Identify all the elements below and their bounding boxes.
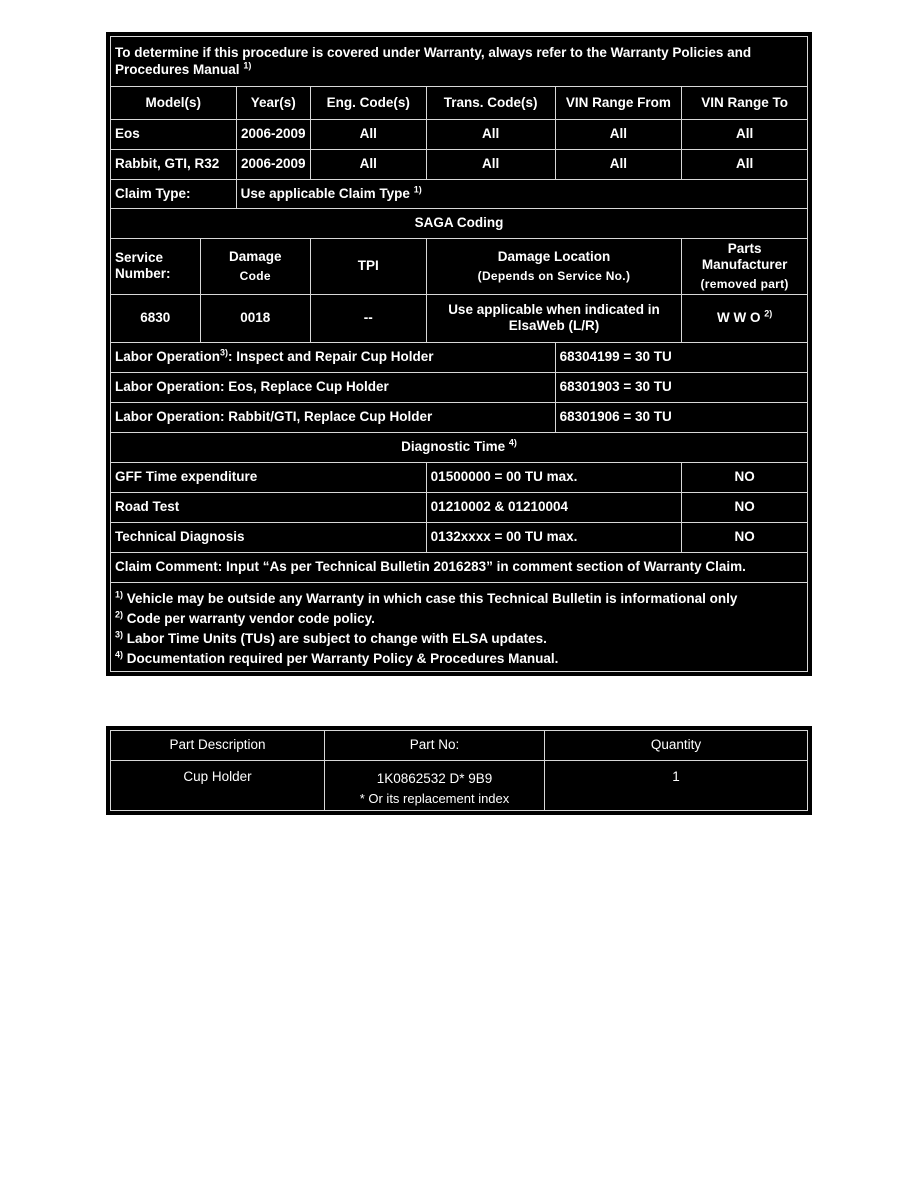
model-cell: Eos	[111, 120, 237, 150]
diagnostic-code-cell: 01210002 & 01210004	[426, 492, 682, 522]
years-cell: 2006-2009	[236, 120, 310, 150]
quantity-cell: 1	[545, 761, 808, 811]
claim-comment: Claim Comment: Input “As per Technical Bulletin 2016283” in comment section of Warranty Claim.	[111, 552, 808, 582]
labor-value-cell: 68301906 = 30 TU	[555, 402, 807, 432]
header-service-number: Service Number:	[111, 239, 201, 295]
eng-code-cell: All	[310, 150, 426, 180]
header-quantity: Quantity	[545, 731, 808, 761]
part-no-cell	[325, 761, 545, 811]
vin-to-cell: All	[682, 120, 808, 150]
damage-code-line-2: Code	[239, 269, 271, 284]
table-row	[111, 120, 808, 150]
table-row	[111, 372, 808, 402]
parts-table-frame	[106, 726, 812, 815]
table-row	[111, 402, 808, 432]
damage-location-line-1: Damage Location	[497, 249, 611, 265]
table-row	[111, 342, 808, 372]
saga-coding-title: SAGA Coding	[111, 209, 808, 239]
diagnostic-value-cell: NO	[682, 522, 808, 552]
labor-text-suffix: : Inspect and Repair Cup Holder	[228, 349, 434, 365]
footnote-text: Labor Time Units (TUs) are subject to change with ELSA updates.	[126, 631, 547, 647]
claim-type-text: Use applicable Claim Type	[240, 185, 410, 201]
footnote-4	[115, 649, 803, 669]
footnote-text: Code per warranty vendor code policy.	[126, 610, 375, 626]
table-row	[111, 150, 808, 180]
header-trans-codes: Trans. Code(s)	[426, 87, 555, 120]
vin-from-cell: All	[555, 120, 682, 150]
vin-from-cell: All	[555, 150, 682, 180]
labor-operation-cell: Labor Operation: Eos, Replace Cup Holder	[111, 372, 556, 402]
part-no-note: * Or its replacement index	[359, 791, 510, 807]
footnote-text: Vehicle may be outside any Warranty in which case this Technical Bulletin is informational only	[126, 590, 738, 606]
header-eng-codes: Eng. Code(s)	[310, 87, 426, 120]
header-vin-to: VIN Range To	[682, 87, 808, 120]
warranty-intro	[111, 37, 808, 87]
labor-value-cell: 68304199 = 30 TU	[555, 342, 807, 372]
footnote-2	[115, 609, 803, 629]
footnote-marker: 4)	[115, 649, 124, 660]
header-damage-code	[200, 239, 310, 295]
header-part-no: Part No:	[325, 731, 545, 761]
header-part-description: Part Description	[111, 731, 325, 761]
diagnostic-time-title	[111, 432, 808, 462]
parts-mfr-line-1: Parts Manufacturer	[701, 241, 788, 273]
damage-location-line-2: (Depends on Service No.)	[477, 269, 631, 284]
damage-code-line-1: Damage	[228, 249, 282, 265]
claim-type-value	[236, 180, 807, 209]
footnote-text: Documentation required per Warranty Policy & Procedures Manual.	[126, 651, 559, 667]
footnote-ref: 1)	[413, 184, 422, 195]
footnote-marker: 1)	[115, 589, 124, 600]
tpi-cell: --	[310, 294, 426, 342]
footnote-ref: 2)	[764, 308, 773, 319]
labor-value-cell: 68301903 = 30 TU	[555, 372, 807, 402]
diagnostic-time-text: Diagnostic Time	[401, 439, 506, 455]
part-no-text: 1K0862532 D* 9B9	[376, 771, 493, 786]
service-number-cell: 6830	[111, 294, 201, 342]
damage-code-cell: 0018	[200, 294, 310, 342]
warranty-table	[110, 36, 808, 672]
warranty-intro-text: To determine if this procedure is covered under Warranty, always refer to the Warranty Policies and Procedures Manual	[115, 45, 752, 77]
parts-table	[110, 730, 808, 811]
diagnostic-value-cell: NO	[682, 462, 808, 492]
footnote-1	[115, 589, 803, 609]
table-row	[111, 522, 808, 552]
warranty-table-frame	[106, 32, 812, 676]
footnote-ref: 4)	[508, 437, 517, 448]
footnote-marker: 3)	[115, 629, 124, 640]
header-vin-from: VIN Range From	[555, 87, 682, 120]
header-tpi: TPI	[310, 239, 426, 295]
table-row	[111, 492, 808, 522]
header-damage-location	[426, 239, 682, 295]
diagnostic-label-cell: Technical Diagnosis	[111, 522, 427, 552]
footnote-marker: 2)	[115, 609, 124, 620]
part-description-cell: Cup Holder	[111, 761, 325, 811]
eng-code-cell: All	[310, 120, 426, 150]
claim-type-label: Claim Type:	[111, 180, 237, 209]
footnote-3	[115, 629, 803, 649]
vin-to-cell: All	[682, 150, 808, 180]
labor-operation-cell: Labor Operation: Rabbit/GTI, Replace Cup Holder	[111, 402, 556, 432]
labor-text: Labor Operation	[115, 349, 221, 365]
footnote-ref: 1)	[243, 60, 252, 70]
trans-code-cell: All	[426, 120, 555, 150]
table-row	[111, 462, 808, 492]
diagnostic-value-cell: NO	[682, 492, 808, 522]
diagnostic-label-cell: Road Test	[111, 492, 427, 522]
parts-mfr-line-2: (removed part)	[700, 277, 789, 292]
table-row	[111, 294, 808, 342]
years-cell: 2006-2009	[236, 150, 310, 180]
header-parts-manufacturer-cell	[682, 239, 808, 295]
table-row	[111, 761, 808, 811]
header-years: Year(s)	[236, 87, 310, 120]
trans-code-cell: All	[426, 150, 555, 180]
parts-mfr-cell	[682, 294, 808, 342]
diagnostic-code-cell: 0132xxxx = 00 TU max.	[426, 522, 682, 552]
header-models: Model(s)	[111, 87, 237, 120]
labor-operation-cell	[111, 342, 556, 372]
damage-location-cell: Use applicable when indicated in ElsaWeb (L/R)	[426, 294, 682, 342]
footnote-ref: 3)	[220, 347, 229, 358]
model-cell: Rabbit, GTI, R32	[111, 150, 237, 180]
footnotes	[111, 582, 808, 671]
diagnostic-label-cell: GFF Time expenditure	[111, 462, 427, 492]
parts-mfr-text: W W O	[716, 310, 761, 326]
diagnostic-code-cell: 01500000 = 00 TU max.	[426, 462, 682, 492]
